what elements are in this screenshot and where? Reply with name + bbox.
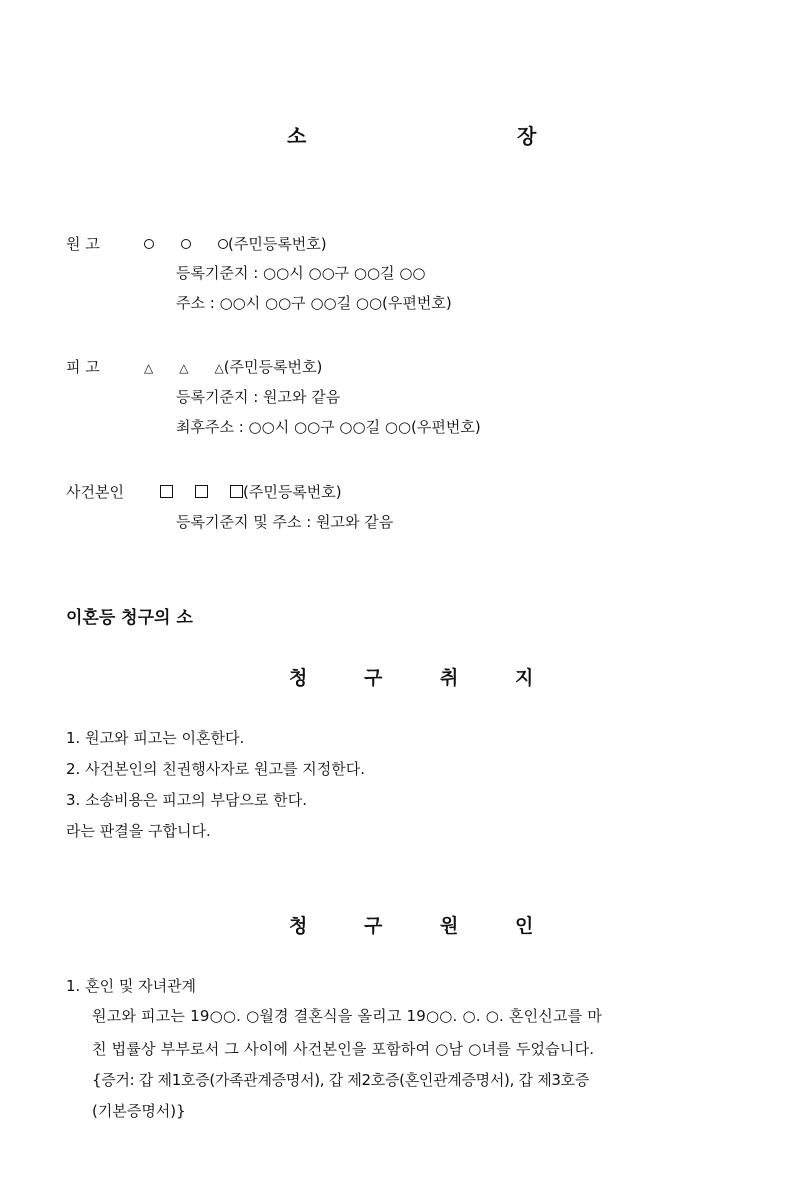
principal-id: (주민등록번호) bbox=[243, 483, 342, 501]
cause-line-1: 원고와 피고는 19○○. ○월경 결혼식을 올리고 19○○. ○. ○. 혼인신고를 마 bbox=[92, 1007, 603, 1025]
claim-closing: 라는 판결을 구합니다. bbox=[66, 822, 211, 840]
cause-line-3: {증거: 갑 제1호증(가족관계증명서), 갑 제2호증(혼인관계증명서), 갑 제3호증 bbox=[92, 1071, 590, 1089]
name-mask-square bbox=[160, 485, 173, 498]
plaintiff-registry: 등록기준지 : ○○시 ○○구 ○○길 ○○ bbox=[176, 264, 426, 282]
name-mask-circle bbox=[181, 239, 191, 249]
plaintiff-address: 주소 : ○○시 ○○구 ○○길 ○○(우편번호) bbox=[176, 294, 452, 312]
cause-item-title: 1. 혼인 및 자녀관계 bbox=[66, 977, 197, 995]
cause-line-4: (기본증명서)} bbox=[92, 1102, 186, 1120]
cause-heading-2: 구 bbox=[364, 915, 383, 937]
defendant-name: △ △ △(주민등록번호) bbox=[144, 358, 323, 376]
defendant-label: 피 고 bbox=[66, 358, 100, 376]
name-mask-circle bbox=[218, 239, 228, 249]
name-mask-circle bbox=[144, 239, 154, 249]
claim-heading-4: 지 bbox=[515, 667, 534, 689]
name-mask-square bbox=[230, 485, 243, 498]
title-char-right: 장 bbox=[517, 124, 537, 148]
cause-heading-1: 청 bbox=[289, 915, 308, 937]
name-mask-square bbox=[195, 485, 208, 498]
principal-label: 사건본인 bbox=[66, 483, 124, 501]
defendant-id: (주민등록번호) bbox=[223, 358, 323, 376]
claim-item-2: 2. 사건본인의 친권행사자로 원고를 지정한다. bbox=[66, 760, 365, 778]
claim-heading-1: 청 bbox=[289, 667, 308, 689]
plaintiff-name bbox=[144, 233, 327, 254]
case-name: 이혼등 청구의 소 bbox=[66, 608, 193, 628]
cause-line-2: 친 법률상 부부로서 그 사이에 사건본인을 포함하여 ○남 ○녀를 두었습니다. bbox=[92, 1040, 595, 1058]
cause-heading-4: 인 bbox=[515, 915, 534, 937]
defendant-address: 최후주소 : ○○시 ○○구 ○○길 ○○(우편번호) bbox=[176, 418, 481, 436]
claim-heading-2: 구 bbox=[364, 667, 383, 689]
cause-heading-3: 원 bbox=[440, 915, 459, 937]
title-char-left: 소 bbox=[287, 124, 307, 148]
claim-item-3: 3. 소송비용은 피고의 부담으로 한다. bbox=[66, 791, 308, 809]
plaintiff-id: (주민등록번호) bbox=[228, 235, 327, 253]
principal-name bbox=[160, 481, 342, 502]
claim-heading-3: 취 bbox=[440, 667, 459, 689]
plaintiff-label: 원 고 bbox=[66, 235, 100, 253]
claim-item-1: 1. 원고와 피고는 이혼한다. bbox=[66, 729, 245, 747]
principal-registry: 등록기준지 및 주소 : 원고와 같음 bbox=[176, 513, 394, 531]
defendant-registry: 등록기준지 : 원고와 같음 bbox=[176, 388, 341, 406]
